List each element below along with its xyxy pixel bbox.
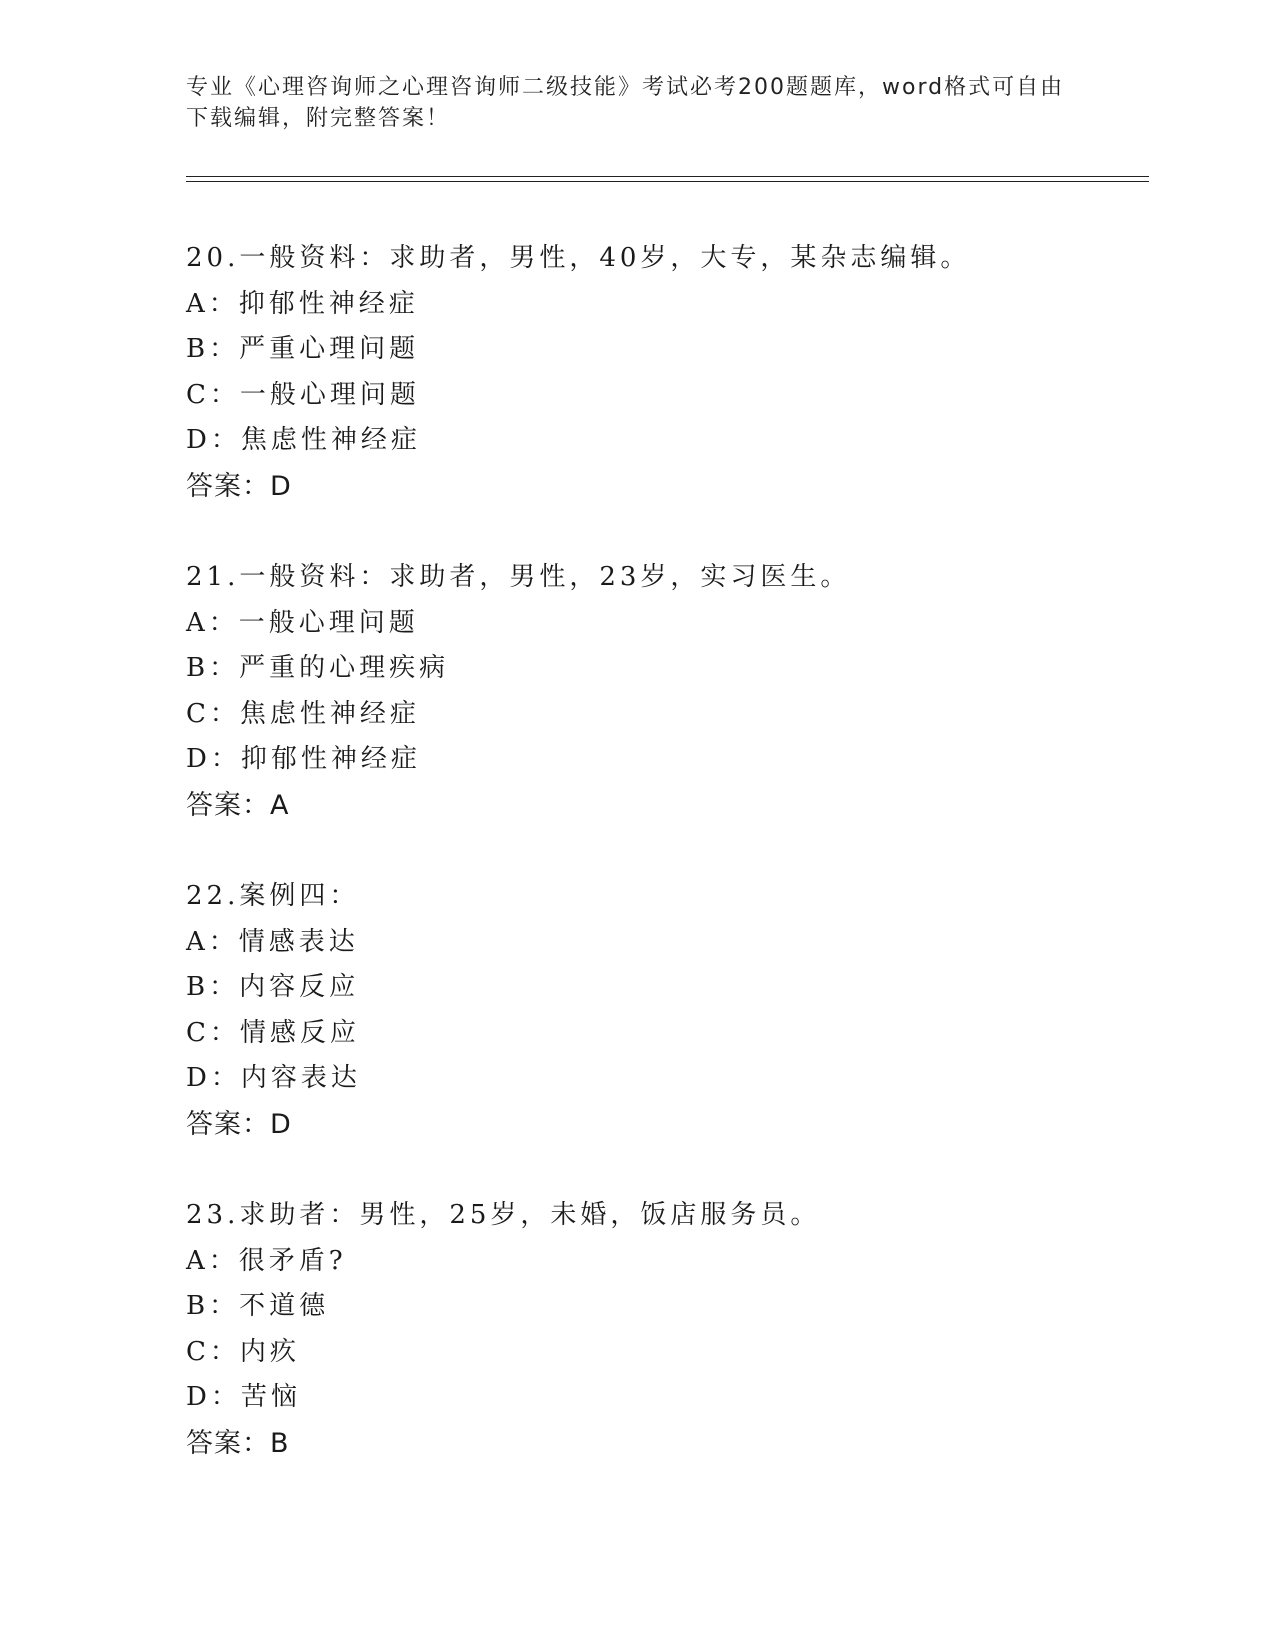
option-c: C：情感反应	[186, 1017, 360, 1048]
question-stem: 20.一般资料：求助者，男性，40岁，大专，某杂志编辑。	[186, 243, 971, 273]
option-d: D：抑郁性神经症	[186, 744, 421, 774]
document-header	[186, 72, 1066, 134]
option-d: D：苦恼	[186, 1382, 301, 1412]
option-a: A：一般心理问题	[186, 607, 419, 638]
header-divider-top	[186, 176, 1149, 177]
header-text: 专业《心理咨询师之心理咨询师二级技能》考试必考200题题库，word格式可自由下载编辑，附完整答案！	[186, 75, 1065, 131]
option-c: C：内疚	[186, 1336, 300, 1367]
question-22	[186, 874, 1146, 1147]
question-stem: 21.一般资料：求助者，男性，23岁，实习医生。	[186, 562, 851, 592]
option-a: A：很矛盾?	[186, 1245, 347, 1276]
question-20	[186, 236, 1146, 509]
option-b: B：内容反应	[186, 972, 360, 1002]
option-a: A：抑郁性神经症	[186, 288, 419, 319]
answer-label: 答案：D	[186, 1108, 292, 1140]
option-c: C：焦虑性神经症	[186, 698, 420, 729]
option-d: D：内容表达	[186, 1063, 361, 1093]
answer-label: 答案：B	[186, 1427, 290, 1459]
option-b: B：严重的心理疾病	[186, 653, 450, 683]
option-c: C：一般心理问题	[186, 379, 420, 410]
option-d: D：焦虑性神经症	[186, 425, 421, 455]
question-21	[186, 555, 1146, 828]
header-divider-bottom	[186, 181, 1149, 182]
question-23	[186, 1193, 1146, 1466]
question-stem: 22.案例四：	[186, 881, 360, 911]
answer-label: 答案：A	[186, 789, 290, 821]
option-b: B：严重心理问题	[186, 334, 420, 364]
answer-label: 答案：D	[186, 470, 292, 502]
question-stem: 23.求助者：男性，25岁，未婚，饭店服务员。	[186, 1200, 821, 1230]
option-b: B：不道德	[186, 1291, 330, 1321]
option-a: A：情感表达	[186, 926, 359, 957]
